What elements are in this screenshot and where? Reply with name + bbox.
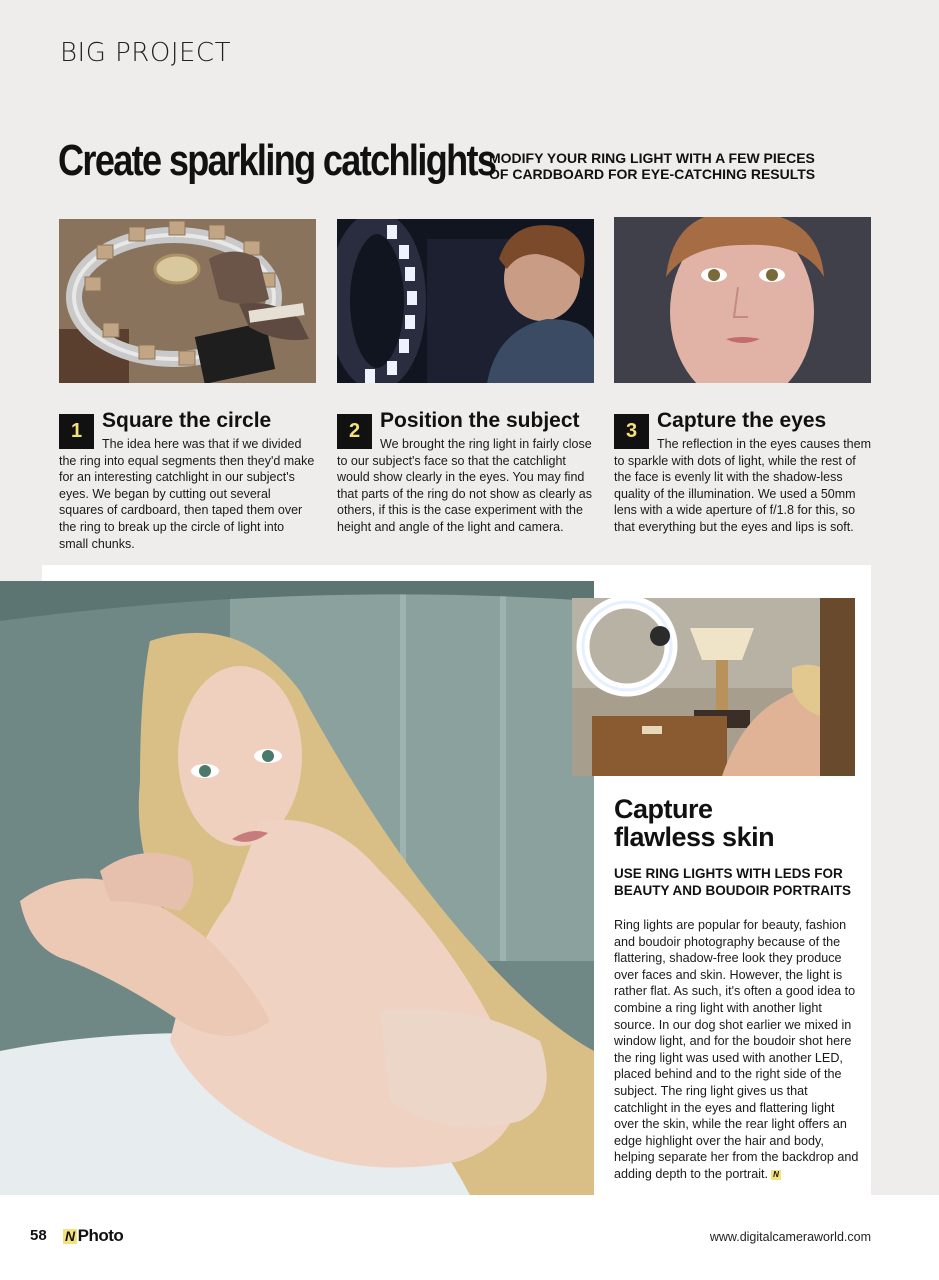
feature-body-wrap (614, 917, 859, 1183)
feature-body: Ring lights are popular for beauty, fashion and boudoir photography because of the flattering, shadow-free look they produce over faces and skin. However, the light is rather flat. As such, it's often a good idea to combine a ring light with another light source. In our dog shot earlier we mixed in window light, and for the boudoir shot here the ring light was used with another LED, placed behind and to the right side of the subject. The ring light gives us that catchlight in the eyes and flattering light over the skin, while the rear light offers an edge highlight over the hair and body, helping separate her from the backdrop and adding depth to the portrait. (614, 918, 859, 1181)
step-title: Square the circle (102, 409, 272, 432)
step-body: The idea here was that if we divided the ring into equal segments then they'd make for an interesting catchlight in our subject's eyes. We began by cutting out several squares of cardboard, then taped them over the ring to break up the circle of light into small chunks. (59, 437, 315, 551)
step-title: Capture the eyes (657, 409, 827, 432)
step-2-photo (337, 219, 594, 383)
page-number: 58 (30, 1227, 47, 1244)
logo-text: Photo (77, 1226, 124, 1245)
feature-subtitle: USE RING LIGHTS WITH LEDS FOR BEAUTY AND BOUDOIR PORTRAITS (614, 866, 852, 898)
step-body: We brought the ring light in fairly close to our subject's face so that the catchlight would show clearly in the eyes. You may find that parts of the ring do not show as clearly as others, if this is the case experiment with the height and angle of the light and camera. (337, 437, 592, 534)
feature-setup-photo (572, 598, 855, 776)
feature-title-line-1: Capture (614, 794, 713, 824)
page-subtitle: MODIFY YOUR RING LIGHT WITH A FEW PIECES OF CARDBOARD FOR EYE-CATCHING RESULTS (489, 150, 816, 182)
feature-title-line-2: flawless skin (614, 822, 775, 852)
step-1-photo (59, 219, 316, 383)
end-mark-icon: N (771, 1170, 781, 1180)
step-number-badge: 1 (59, 414, 94, 449)
feature-main-photo (0, 581, 594, 1195)
step-number-badge: 2 (337, 414, 372, 449)
step-title: Position the subject (380, 409, 580, 432)
step-3-photo (614, 217, 871, 383)
step-body: The reflection in the eyes causes them to sparkle with dots of light, while the rest of the face is evenly lit with the shadow-less quality of the illumination. We used a 50mm lens with a wide aperture of f/1.8 for this, so that everything but the eyes and lips is soft. (614, 437, 872, 534)
step-number-badge: 3 (614, 414, 649, 449)
footer-url[interactable]: www.digitalcameraworld.com (709, 1230, 871, 1244)
magazine-logo (63, 1226, 123, 1246)
section-label: BIG PROJECT (60, 38, 231, 68)
logo-letter: N (65, 1228, 75, 1244)
page-title: Create sparkling catchlights (58, 136, 496, 185)
feature-title (614, 795, 864, 851)
